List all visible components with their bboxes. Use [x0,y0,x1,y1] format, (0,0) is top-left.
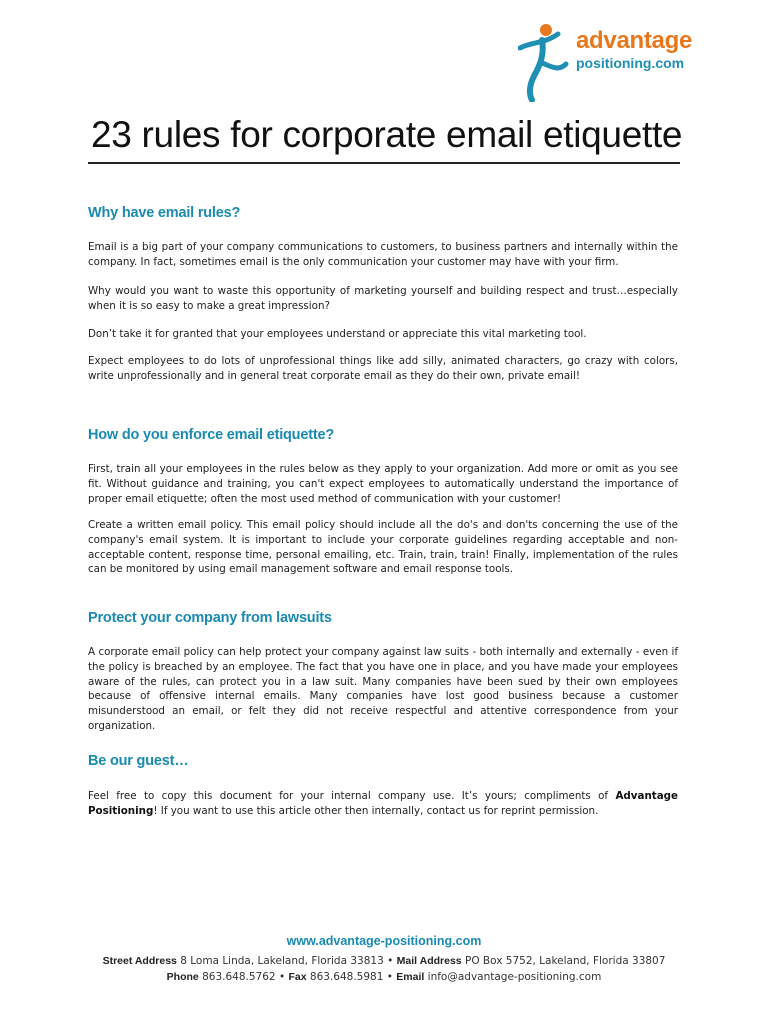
mail-address-value: PO Box 5752, Lakeland, Florida 33807 [464,955,666,967]
paragraph: Create a written email policy. This email policy should include all the do's and don'ts concerning the use of the company's email system. It is important to include your corporate guidelines regarding acceptable and non-acceptable content, response time, personal emailing, etc. Train, train, train! Finally, implementation of the rules can be monitored by using email management software and email response tools. [88,519,678,576]
footer-contact-line [0,970,768,984]
fax-value: 863.648.5981 [309,971,384,983]
paragraph: First, train all your employees in the rules below as they apply to your organization. Add more or omit as you see fit. Without guidance and training, you can't expect employees to automatically understand the importance of proper email etiquette; often the most used method of communication with your customer! [88,463,678,505]
company-name: Advantage Positioning [88,790,678,817]
guest-text-end: ! If you want to use this article other then internally, contact us for reprint permission. [153,804,599,817]
paragraph-guest [88,789,678,819]
heading-why-email-rules: Why have email rules? [88,205,241,221]
logo-text-positioning: positioning.com [576,55,685,71]
email-label: Email [396,971,425,983]
fax-label: Fax [288,971,307,983]
footer-address-line [0,954,768,968]
paragraph: Expect employees to do lots of unprofessional things like add silly, animated characters, go crazy with colors, write unprofessionally and in general treat corporate email as they do their own, private email! [88,355,678,382]
company-logo [518,22,693,102]
logo-text-advantage: advantage [576,27,693,54]
paragraph: A corporate email policy can help protect your company against law suits - both internally and externally - even if the policy is breached by an employee. The fact that you have one in place, and you have made your employees aware of the rules, can protect you in a law suit. Many companies have been sued by their own employees because of offensive internal emails. Many companies have lost good business because a customer misunderstood an email, or felt they did not receive respectful and attentive correspondence from your organization. [88,646,678,732]
footer-website-link[interactable]: www.advantage-positioning.com [286,934,482,948]
title-divider [88,162,680,164]
email-link[interactable]: info@advantage-positioning.com [427,971,602,983]
separator-bullet: • [387,955,394,967]
heading-enforce-etiquette: How do you enforce email etiquette? [88,427,334,443]
page-title: 23 rules for corporate email etiquette [91,114,683,155]
mail-address-label: Mail Address [396,955,462,967]
separator-bullet: • [386,971,393,983]
guest-text: Feel free to copy this document for your internal company use. It’s yours; compliments of [88,790,616,802]
street-address-label: Street Address [102,955,177,967]
paragraph: Email is a big part of your company communications to customers, to business partners and internally within the company. In fact, sometimes email is the only communication your customer may have with your firm. [88,241,678,268]
heading-be-our-guest: Be our guest… [88,753,189,769]
paragraph: Don’t take it for granted that your employees understand or appreciate this vital marketing tool. [88,328,587,340]
running-figure-icon [518,22,578,102]
phone-label: Phone [166,971,199,983]
paragraph: Why would you want to waste this opportunity of marketing yourself and building respect and trust…especially when it is so easy to make a great impression? [88,285,678,312]
separator-bullet: • [278,971,286,983]
phone-value: 863.648.5762 [202,971,276,983]
street-address-value: 8 Loma Linda, Lakeland, Florida 33813 [180,955,384,967]
heading-protect-lawsuits: Protect your company from lawsuits [88,610,332,626]
